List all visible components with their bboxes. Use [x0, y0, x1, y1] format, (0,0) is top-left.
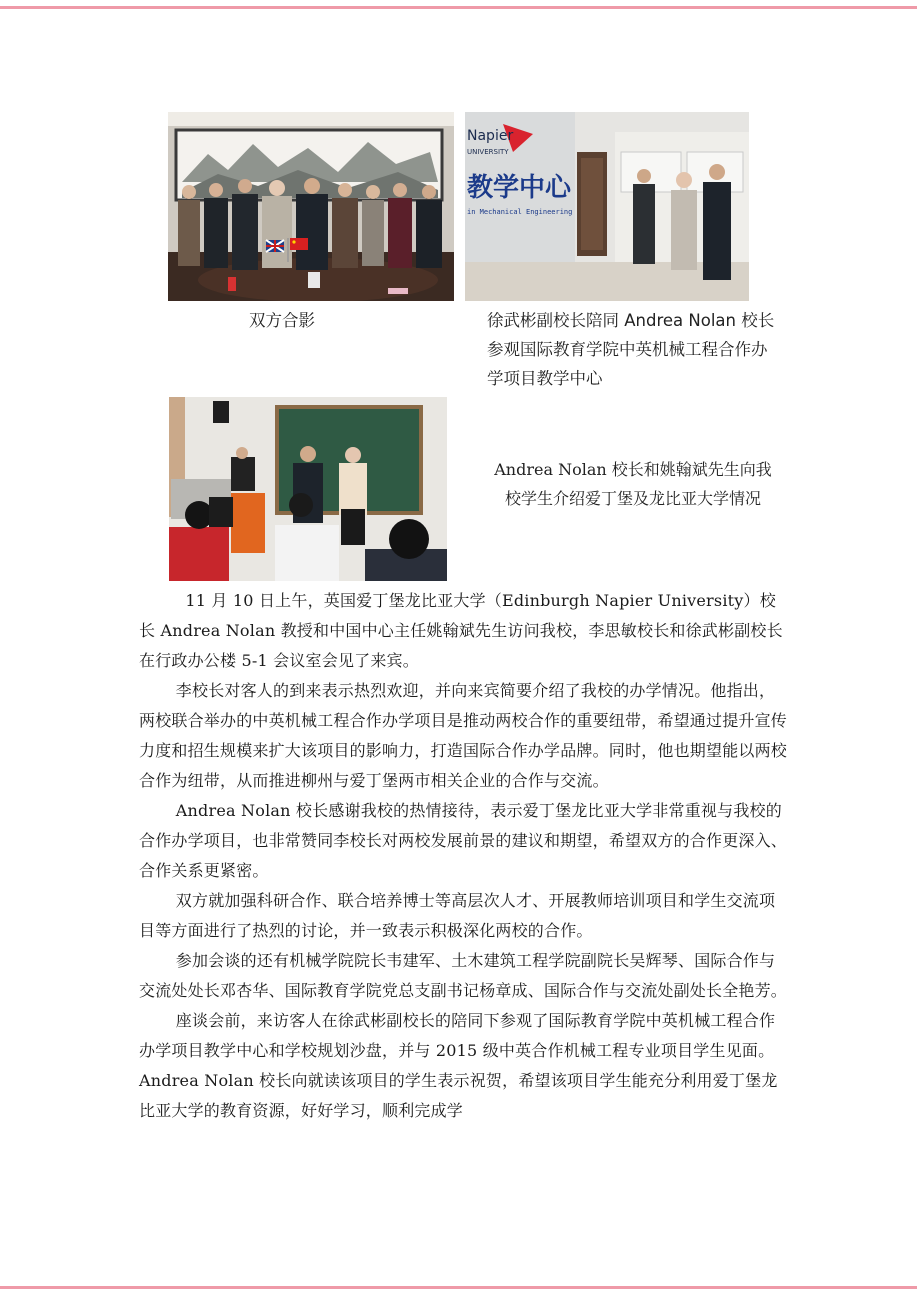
paragraph: 座谈会前，来访客人在徐武彬副校长的陪同下参观了国际教育学院中英机械工程合作办学项目教学中心和学校规划沙盘，并与 2015 级中英合作机械工程专业项目学生见面。Andrea Nolan 校长向就读该项目的学生表示祝贺，希望该项目学生能充分利用爱丁堡龙比亚大学的教育资源，好好学习，顺利完成学	[139, 1011, 778, 1120]
group-photo-caption: 双方合影	[249, 311, 315, 330]
paragraph: 李校长对客人的到来表示热烈欢迎，并向来宾简要介绍了我校的办学情况。他指出，两校联合举办的中英机械工程合作办学项目是推动两校合作的重要纽带，希望通过提升宣传力度和招生规模来扩大该项目的影响力，打造国际合作办学品牌。同时，他也期望能以两校合作为纽带，从而推进柳州与爱丁堡两市相关企业的合作与交流。	[139, 681, 788, 790]
sign-center-text: 教学中心	[467, 173, 572, 203]
paragraph: 参加会谈的还有机械学院院长韦建军、土木建筑工程学院副院长吴辉琴、国际合作与交流处处长邓杏华、国际教育学院党总支副书记杨章成、国际合作与交流处副处长全艳芳。	[139, 951, 788, 1000]
top-rule	[0, 6, 917, 9]
tour-photo	[465, 112, 749, 301]
tour-photo-caption: 徐武彬副校长陪同 Andrea Nolan 校长参观国际教育学院中英机械工程合作办学项目教学中心	[487, 311, 775, 388]
sign-subtitle-text: in Mechanical Engineering	[467, 208, 573, 216]
sign-napier-text: Napier	[467, 128, 514, 144]
bottom-rule	[0, 1286, 917, 1289]
paragraph: Andrea Nolan 校长感谢我校的热情接待，表示爱丁堡龙比亚大学非常重视与我校的合作办学项目，也非常赞同李校长对两校发展前景的建议和期望，希望双方的合作更深入、合作关系更紧密。	[139, 801, 788, 880]
sign-university-text: UNIVERSITY	[467, 148, 509, 156]
lecture-photo	[169, 397, 447, 581]
article-body	[139, 586, 789, 1126]
paragraph: 11 月 10 日上午，英国爱丁堡龙比亚大学（Edinburgh Napier University）校长 Andrea Nolan 教授和中国中心主任姚翰斌先生访问我校，李思敏校长和徐武彬副校长在行政办公楼 5-1 会议室会见了来宾。	[139, 591, 783, 670]
lecture-photo-caption: Andrea Nolan 校长和姚翰斌先生向我校学生介绍爱丁堡及龙比亚大学情况	[494, 460, 772, 508]
paragraph: 双方就加强科研合作、联合培养博士等高层次人才、开展教师培训项目和学生交流项目等方面进行了热烈的讨论，并一致表示积极深化两校的合作。	[139, 891, 776, 940]
group-photo	[168, 112, 454, 301]
